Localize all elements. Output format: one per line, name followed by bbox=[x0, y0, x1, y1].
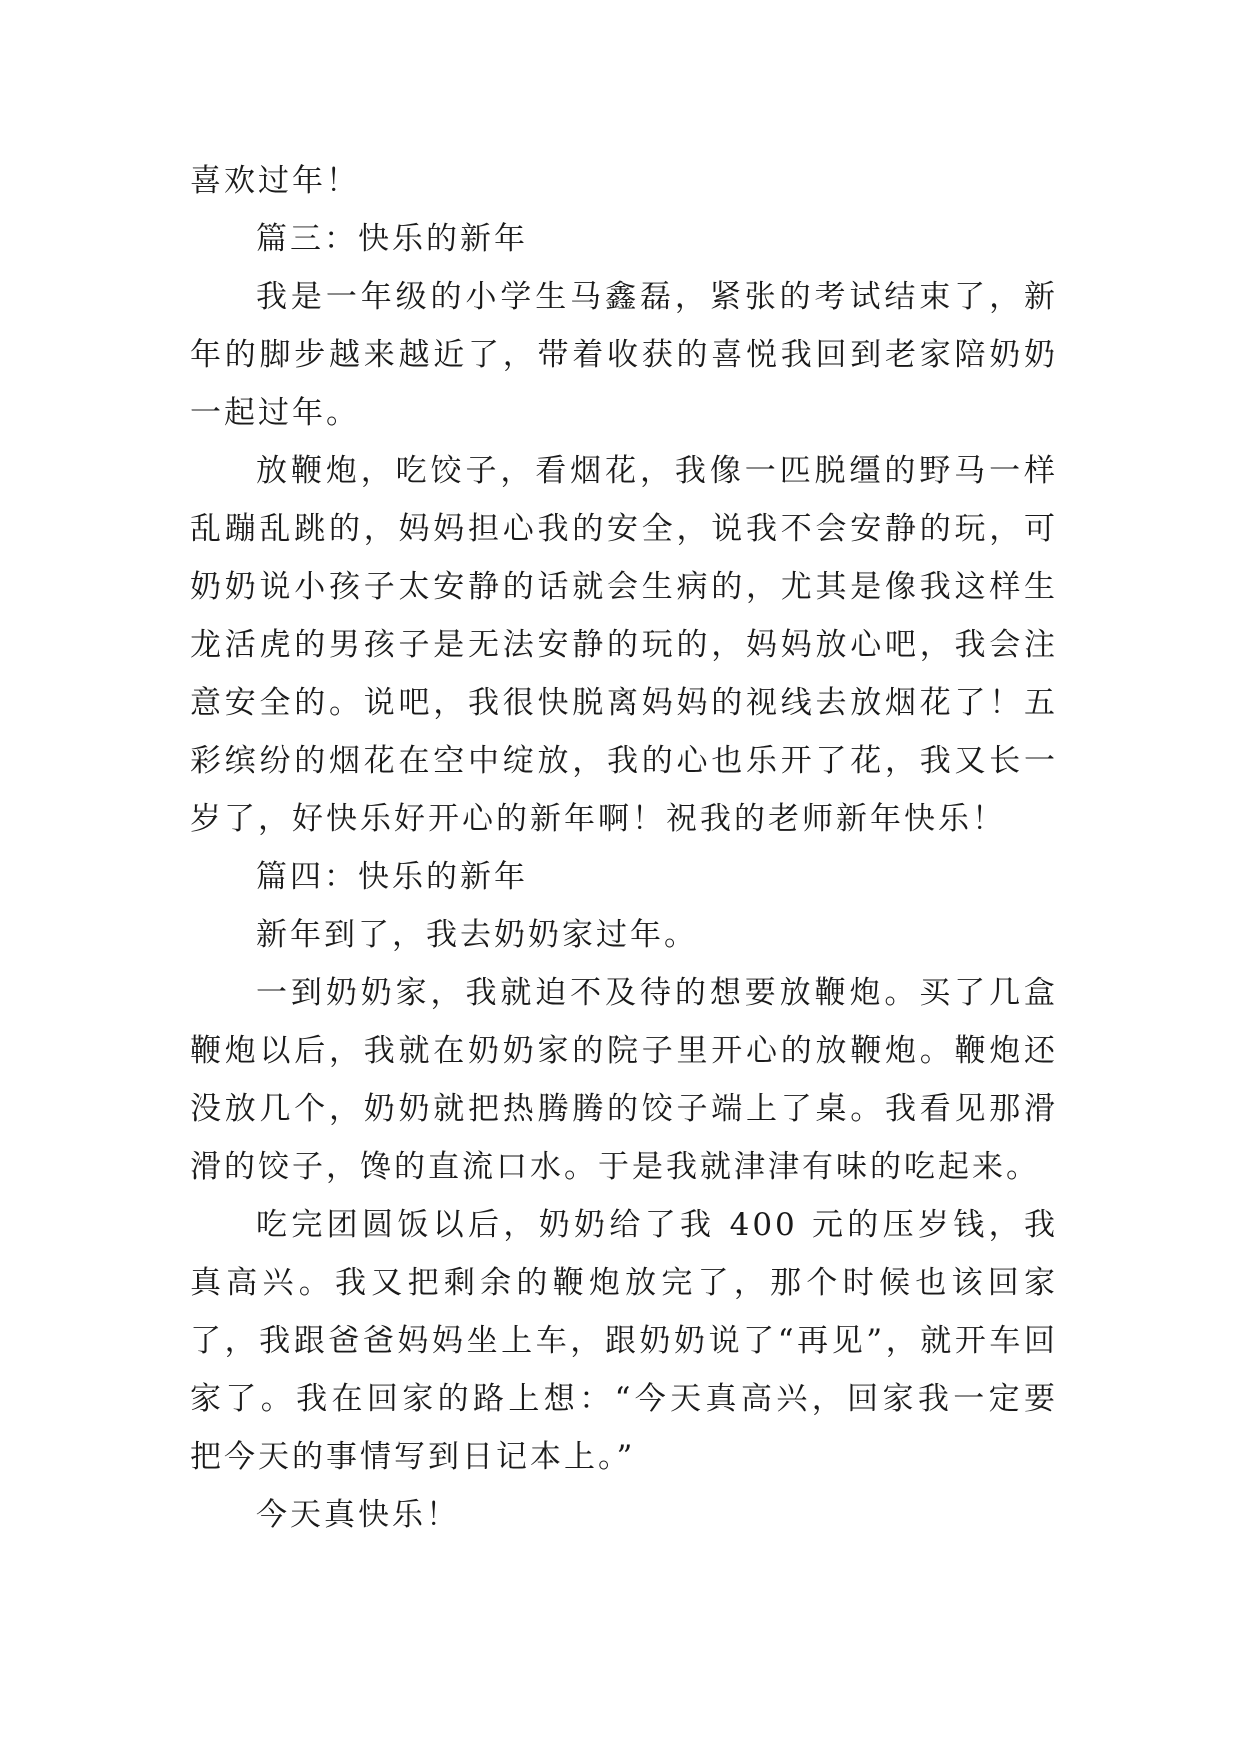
document-body bbox=[190, 152, 1058, 1544]
paragraph-final-line: 今天真快乐！ bbox=[256, 1497, 460, 1533]
paragraph-intro: 我是一年级的小学生马鑫磊，紧张的考试结束了，新年的脚步越来越近了，带着收获的喜悦我回到老家陪奶奶一起过年。 bbox=[190, 279, 1058, 431]
paragraph-reunion-dinner: 吃完团圆饭以后，奶奶给了我 400 元的压岁钱，我真高兴。我又把剩余的鞭炮放完了，那个时候也该回家了，我跟爸爸妈妈坐上车，跟奶奶说了“再见”，就开车回家了。我在回家的路上想：“今天真高兴，回家我一定要把今天的事情写到日记本上。” bbox=[190, 1207, 1058, 1475]
paragraph-fireworks: 放鞭炮，吃饺子，看烟花，我像一匹脱缰的野马一样乱蹦乱跳的，妈妈担心我的安全，说我不会安静的玩，可奶奶说小孩子太安静的话就会生病的，尤其是像我这样生龙活虎的男孩子是无法安静的玩的，妈妈放心吧，我会注意安全的。说吧，我很快脱离妈妈的视线去放烟花了！五彩缤纷的烟花在空中绽放，我的心也乐开了花，我又长一岁了，好快乐好开心的新年啊！祝我的老师新年快乐！ bbox=[190, 453, 1058, 837]
paragraph-closing-line: 喜欢过年！ bbox=[190, 163, 360, 199]
section-heading-three: 篇三：快乐的新年 bbox=[256, 221, 528, 257]
paragraph-new-year-arrives: 新年到了，我去奶奶家过年。 bbox=[256, 917, 698, 953]
paragraph-firecrackers: 一到奶奶家，我就迫不及待的想要放鞭炮。买了几盒鞭炮以后，我就在奶奶家的院子里开心的放鞭炮。鞭炮还没放几个，奶奶就把热腾腾的饺子端上了桌。我看见那滑滑的饺子，馋的直流口水。于是我就津津有味的吃起来。 bbox=[190, 975, 1058, 1185]
section-heading-four: 篇四：快乐的新年 bbox=[256, 859, 528, 895]
